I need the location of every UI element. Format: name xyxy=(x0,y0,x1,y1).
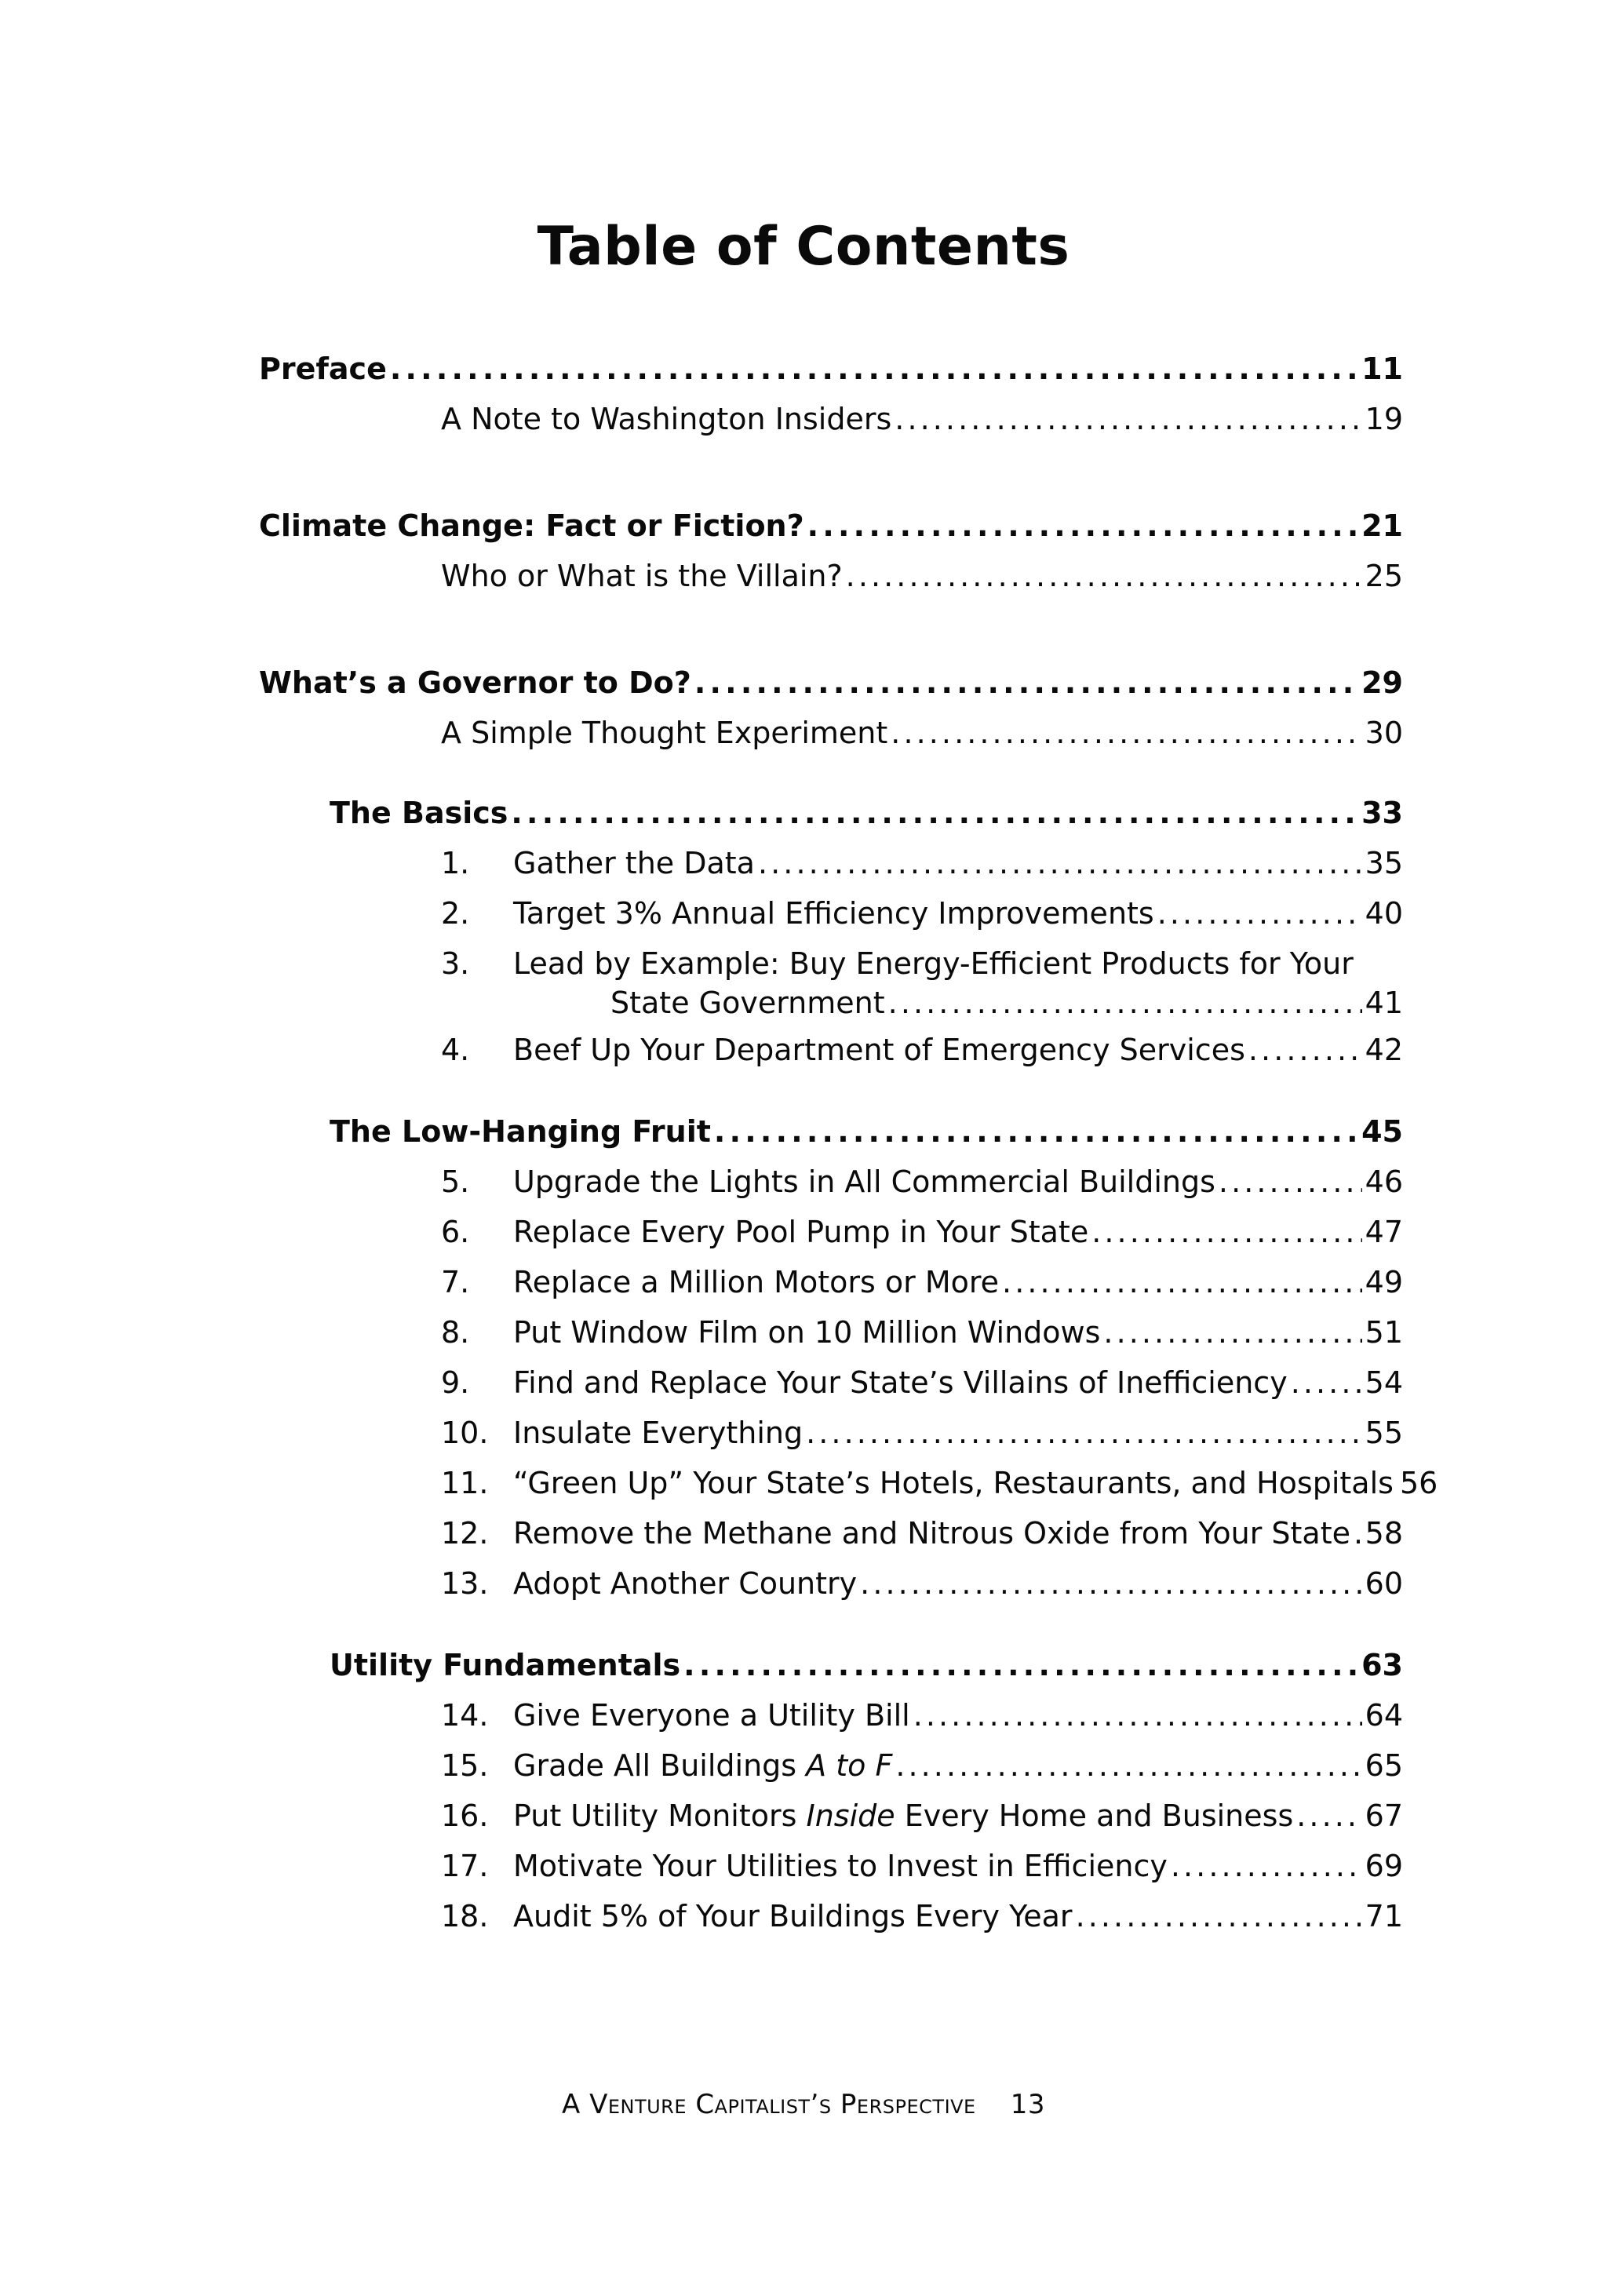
dot-leader xyxy=(1076,1899,1362,1933)
toc-entry-number: 11. xyxy=(441,1466,489,1500)
toc-entry-title: Remove the Methane and Nitrous Oxide from Your State xyxy=(513,1516,1350,1551)
toc-entry-page: 58 xyxy=(1365,1516,1403,1551)
toc-entry-title-part: Inside xyxy=(806,1799,895,1833)
toc-entry-number: 8. xyxy=(441,1315,470,1350)
toc-entry-page: 29 xyxy=(1361,665,1403,700)
toc-entry xyxy=(259,1899,1403,1949)
toc-entry xyxy=(259,1466,1438,1516)
dot-leader xyxy=(511,796,1358,830)
dot-leader xyxy=(683,1648,1358,1682)
toc-entry-number: 12. xyxy=(441,1516,489,1551)
dot-leader xyxy=(694,665,1358,700)
toc-entry-title: Find and Replace Your State’s Villains of Inefficiency xyxy=(513,1365,1288,1400)
dot-leader xyxy=(895,402,1361,436)
toc-entry-page: 55 xyxy=(1365,1416,1403,1450)
toc-entry-title-part: Every Home and Business xyxy=(895,1799,1294,1833)
toc-entry-number: 9. xyxy=(441,1365,470,1400)
toc-entry-page: 63 xyxy=(1361,1648,1403,1682)
toc-entry-page: 71 xyxy=(1365,1899,1403,1933)
toc-entry-title: Climate Change: Fact or Fiction? xyxy=(259,508,804,543)
toc-entry-page: 65 xyxy=(1365,1748,1403,1783)
dot-leader xyxy=(1291,1365,1362,1400)
toc-entry-page: 60 xyxy=(1365,1566,1403,1601)
dot-leader xyxy=(1248,1033,1362,1067)
toc-entry-page: 11 xyxy=(1361,352,1403,386)
toc-entry-title-part: A to F xyxy=(806,1748,893,1783)
dot-leader xyxy=(1171,1849,1362,1883)
toc-entry-title: Preface xyxy=(259,352,387,386)
toc-entry-title: Motivate Your Utilities to Invest in Efficiency xyxy=(513,1849,1168,1883)
toc-entry-title: The Low-Hanging Fruit xyxy=(330,1114,711,1149)
toc-entry-title: Give Everyone a Utility Bill xyxy=(513,1698,910,1733)
toc-entry xyxy=(259,1516,1403,1566)
dot-leader xyxy=(1002,1265,1362,1299)
toc-entry-continuation xyxy=(259,986,1403,1036)
toc-entry-title: Beef Up Your Department of Emergency Services xyxy=(513,1033,1245,1067)
toc-entry-title: Who or What is the Villain? xyxy=(441,559,843,593)
toc-entry-title-continuation: State Government xyxy=(610,986,885,1020)
toc-entry-title: Adopt Another Country xyxy=(513,1566,858,1601)
toc-entry-number: 7. xyxy=(441,1265,470,1299)
dot-leader xyxy=(1091,1215,1361,1249)
toc-entry xyxy=(259,1114,1403,1164)
toc-entry xyxy=(259,1698,1403,1748)
toc-entry-title: “Green Up” Your State’s Hotels, Restaurants, and Hospitals xyxy=(513,1466,1394,1500)
toc-entry-number: 5. xyxy=(441,1164,470,1199)
toc-entry-number: 4. xyxy=(441,1033,470,1067)
dot-leader xyxy=(891,716,1361,750)
page-number: 13 xyxy=(1010,2089,1045,2120)
toc-entry-number: 16. xyxy=(441,1799,489,1833)
toc-entry xyxy=(259,1315,1403,1365)
dot-leader xyxy=(1103,1315,1361,1350)
dot-leader xyxy=(888,986,1362,1020)
toc-entry xyxy=(259,1365,1403,1416)
dot-leader xyxy=(807,508,1358,543)
toc-entry-title: A Simple Thought Experiment xyxy=(441,716,888,750)
running-title: A Venture Capitalist’s Perspective xyxy=(562,2089,976,2120)
toc-entry-number: 3. xyxy=(441,946,470,981)
toc-entry xyxy=(259,665,1403,716)
toc-entry-number: 14. xyxy=(441,1698,489,1733)
toc-entry-number: 18. xyxy=(441,1899,489,1933)
toc-entry-number: 1. xyxy=(441,846,470,880)
toc-entry-page: 25 xyxy=(1365,559,1403,593)
toc-entry-title-part: Put Utility Monitors xyxy=(513,1799,807,1833)
toc-entry-title: Replace a Million Motors or More xyxy=(513,1265,1000,1299)
dot-leader xyxy=(913,1698,1362,1733)
dot-leader xyxy=(1354,1516,1362,1551)
toc-entry-page: 40 xyxy=(1365,896,1403,931)
toc-entry-number: 17. xyxy=(441,1849,489,1883)
dot-leader xyxy=(390,352,1358,386)
toc-entry xyxy=(259,1265,1403,1315)
toc-entry-page: 21 xyxy=(1361,508,1403,543)
toc-entry-page: 54 xyxy=(1365,1365,1403,1400)
toc-entry-page: 19 xyxy=(1365,402,1403,436)
toc-entry-title: Put Window Film on 10 Million Windows xyxy=(513,1315,1101,1350)
toc-entry-page: 30 xyxy=(1365,716,1403,750)
toc-entry xyxy=(259,1566,1403,1616)
toc-entry-number: 10. xyxy=(441,1416,489,1450)
toc-entry-title xyxy=(513,1799,1293,1833)
toc-entry-title: What’s a Governor to Do? xyxy=(259,665,691,700)
dot-leader xyxy=(860,1566,1361,1601)
toc-entry xyxy=(259,796,1403,846)
toc-entry xyxy=(259,1033,1403,1083)
toc-entry-number: 2. xyxy=(441,896,470,931)
toc-entry-title xyxy=(513,1748,892,1783)
toc-entry-page: 42 xyxy=(1365,1033,1403,1067)
toc-entry-page: 64 xyxy=(1365,1698,1403,1733)
toc-entry-page: 35 xyxy=(1365,846,1403,880)
toc-entry xyxy=(259,716,1403,766)
toc-entry-title-part: Grade All Buildings xyxy=(513,1748,807,1783)
toc-entry xyxy=(259,1748,1403,1799)
toc-entry-title: A Note to Washington Insiders xyxy=(441,402,892,436)
toc-entry xyxy=(259,1215,1403,1265)
dot-leader xyxy=(714,1114,1358,1149)
toc-entry-title: Replace Every Pool Pump in Your State xyxy=(513,1215,1089,1249)
toc-entry-page: 69 xyxy=(1365,1849,1403,1883)
toc-entry-title: Lead by Example: Buy Energy-Efficient Products for Your xyxy=(513,946,1354,981)
toc-entry xyxy=(259,402,1403,452)
toc-entry xyxy=(259,896,1403,946)
toc-entry-page: 33 xyxy=(1361,796,1403,830)
toc-entry xyxy=(259,1849,1403,1899)
toc-entry xyxy=(259,1799,1403,1849)
toc-entry-page: 47 xyxy=(1365,1215,1403,1249)
toc-entry-title: Gather the Data xyxy=(513,846,755,880)
toc-entry-number: 13. xyxy=(441,1566,489,1601)
dot-leader xyxy=(895,1748,1361,1783)
toc-entry-page: 49 xyxy=(1365,1265,1403,1299)
dot-leader xyxy=(758,846,1362,880)
toc-entry-page: 51 xyxy=(1365,1315,1403,1350)
toc-entry-title: Utility Fundamentals xyxy=(330,1648,681,1682)
toc-entry-page: 67 xyxy=(1365,1799,1403,1833)
toc-entry xyxy=(259,1648,1403,1698)
page-footer xyxy=(0,2089,1607,2120)
toc-entry-title: Target 3% Annual Efficiency Improvements xyxy=(513,896,1154,931)
toc-entry-page: 56 xyxy=(1399,1466,1438,1500)
toc-entry-page: 41 xyxy=(1365,986,1403,1020)
dot-leader xyxy=(806,1416,1362,1450)
toc-entry xyxy=(259,846,1403,896)
toc-entry-number: 6. xyxy=(441,1215,470,1249)
toc-entry xyxy=(259,1416,1403,1466)
toc-entry-page: 46 xyxy=(1365,1164,1403,1199)
toc-entry-page: 45 xyxy=(1361,1114,1403,1149)
toc-entry xyxy=(259,508,1403,559)
dot-leader xyxy=(1157,896,1362,931)
toc-entry-title: The Basics xyxy=(330,796,508,830)
toc-entry xyxy=(259,559,1403,609)
toc-entry-number: 15. xyxy=(441,1748,489,1783)
toc-entry xyxy=(259,1164,1403,1215)
toc-entry xyxy=(259,352,1403,402)
dot-leader xyxy=(846,559,1362,593)
dot-leader xyxy=(1219,1164,1362,1199)
toc-entry-title: Insulate Everything xyxy=(513,1416,804,1450)
toc-entry-title: Upgrade the Lights in All Commercial Buildings xyxy=(513,1164,1215,1199)
dot-leader xyxy=(1296,1799,1361,1833)
page-title: Table of Contents xyxy=(537,216,1070,278)
toc-entry-title: Audit 5% of Your Buildings Every Year xyxy=(513,1899,1073,1933)
